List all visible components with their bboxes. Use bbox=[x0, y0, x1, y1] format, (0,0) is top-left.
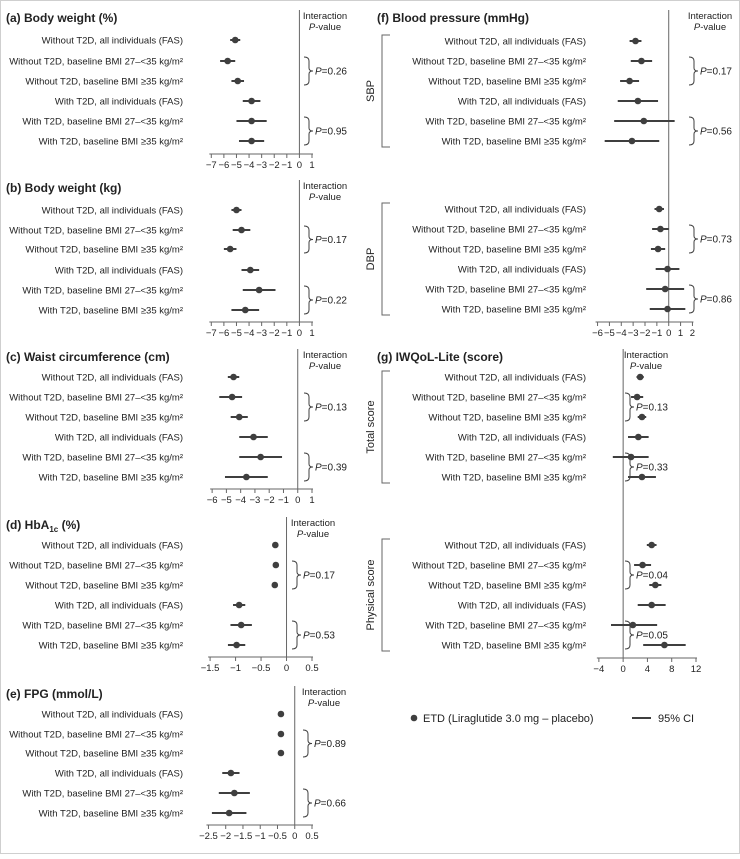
etd-point bbox=[639, 474, 646, 481]
row-label: With T2D, all individuals (FAS) bbox=[54, 432, 183, 444]
x-tick-label: −6 bbox=[206, 495, 218, 506]
etd-point bbox=[278, 711, 285, 718]
x-tick-label: −6 bbox=[218, 160, 230, 171]
etd-point bbox=[635, 98, 642, 105]
x-tick-label: −3 bbox=[249, 495, 261, 506]
interaction-pvalue: P=0.73 bbox=[700, 234, 732, 246]
etd-point bbox=[639, 414, 646, 421]
panel-title: (g) IWQoL-Lite (score) bbox=[377, 350, 503, 364]
row-label: With T2D, all individuals (FAS) bbox=[457, 600, 586, 612]
etd-point bbox=[226, 810, 233, 817]
etd-point bbox=[637, 374, 644, 381]
interaction-pvalue: P=0.13 bbox=[315, 402, 347, 414]
interaction-pvalue: P=0.26 bbox=[315, 66, 347, 78]
x-tick-label: −5 bbox=[231, 328, 242, 339]
etd-point bbox=[256, 287, 263, 294]
interaction-header-line2: P-value bbox=[693, 22, 727, 33]
row-label: Without T2D, baseline BMI ≥35 kg/m² bbox=[25, 748, 183, 760]
etd-point bbox=[242, 307, 249, 314]
row-label: With T2D, all individuals (FAS) bbox=[457, 264, 586, 276]
x-tick-label: −1 bbox=[278, 495, 289, 506]
interaction-header-line1: Interaction bbox=[302, 181, 348, 192]
row-label: Without T2D, baseline BMI ≥35 kg/m² bbox=[25, 76, 183, 88]
etd-point bbox=[656, 206, 663, 213]
row-label: With T2D, all individuals (FAS) bbox=[54, 768, 183, 780]
x-tick-label: −2 bbox=[268, 160, 280, 171]
pvalue-brace bbox=[304, 226, 313, 253]
x-tick-label: −5 bbox=[603, 328, 615, 339]
pvalue-brace bbox=[303, 730, 312, 757]
etd-point bbox=[662, 286, 669, 293]
etd-point bbox=[247, 267, 254, 274]
interaction-pvalue: P=0.22 bbox=[315, 295, 347, 307]
row-label: With T2D, baseline BMI 27–<35 kg/m² bbox=[425, 452, 586, 464]
etd-point bbox=[272, 542, 279, 549]
interaction-pvalue: P=0.56 bbox=[700, 126, 732, 138]
interaction-header-line1: Interaction bbox=[302, 11, 348, 22]
x-tick-label: 8 bbox=[669, 664, 675, 675]
x-tick-label: −1 bbox=[651, 328, 663, 339]
panel-f bbox=[365, 10, 732, 339]
pvalue-brace bbox=[689, 57, 698, 85]
etd-point bbox=[648, 602, 655, 609]
etd-point bbox=[661, 642, 668, 649]
pvalue-brace bbox=[303, 789, 312, 817]
etd-point bbox=[257, 454, 264, 461]
etd-point bbox=[655, 246, 662, 253]
panel-title: (f) Blood pressure (mmHg) bbox=[377, 11, 530, 25]
etd-point bbox=[229, 394, 236, 401]
x-tick-label: −2.5 bbox=[199, 831, 218, 842]
x-tick-label: −4 bbox=[243, 328, 255, 339]
x-tick-label: −4 bbox=[615, 328, 627, 339]
interaction-pvalue: P=0.86 bbox=[700, 294, 732, 306]
pvalue-brace bbox=[689, 225, 698, 253]
etd-point bbox=[238, 227, 245, 234]
panel-c bbox=[6, 349, 347, 506]
row-label: With T2D, baseline BMI 27–<35 kg/m² bbox=[425, 116, 586, 128]
row-label: With T2D, baseline BMI ≥35 kg/m² bbox=[38, 472, 183, 484]
etd-point bbox=[233, 642, 240, 649]
x-tick-label: −1.5 bbox=[233, 831, 253, 842]
pvalue-brace bbox=[292, 621, 301, 649]
x-tick-label: −5 bbox=[231, 160, 242, 171]
x-tick-label: −5 bbox=[220, 495, 232, 506]
etd-point bbox=[652, 582, 659, 589]
x-tick-label: −7 bbox=[205, 328, 217, 339]
x-tick-label: −6 bbox=[218, 328, 230, 339]
etd-point bbox=[278, 750, 285, 757]
etd-point bbox=[224, 58, 231, 65]
row-label: With T2D, baseline BMI ≥35 kg/m² bbox=[441, 640, 586, 652]
interaction-pvalue: P=0.17 bbox=[700, 66, 732, 78]
x-tick-label: −1 bbox=[281, 328, 293, 339]
etd-point bbox=[228, 770, 235, 777]
interaction-pvalue: P=0.89 bbox=[314, 739, 346, 750]
row-label: With T2D, baseline BMI 27–<35 kg/m² bbox=[22, 788, 183, 800]
row-label: Without T2D, baseline BMI ≥35 kg/m² bbox=[428, 412, 586, 424]
row-label: With T2D, all individuals (FAS) bbox=[54, 265, 183, 277]
legend bbox=[411, 713, 694, 725]
etd-point bbox=[278, 731, 285, 738]
row-label: With T2D, baseline BMI ≥35 kg/m² bbox=[441, 304, 586, 316]
row-label: Without T2D, all individuals (FAS) bbox=[41, 35, 183, 47]
etd-point bbox=[664, 266, 671, 273]
row-label: Without T2D, all individuals (FAS) bbox=[41, 540, 183, 552]
row-label: Without T2D, all individuals (FAS) bbox=[41, 372, 183, 384]
x-tick-label: −3 bbox=[627, 328, 639, 339]
pvalue-brace bbox=[304, 117, 313, 145]
x-tick-label: 0 bbox=[296, 328, 303, 339]
group-label: SBP bbox=[365, 79, 377, 103]
x-tick-label: 12 bbox=[690, 664, 702, 675]
x-tick-label: −4 bbox=[593, 664, 605, 675]
x-tick-label: 1 bbox=[677, 328, 684, 339]
interaction-header-line1: Interaction bbox=[623, 350, 669, 361]
row-label: With T2D, all individuals (FAS) bbox=[457, 432, 586, 444]
legend-ci-label: 95% CI bbox=[658, 713, 695, 725]
etd-point bbox=[632, 38, 639, 45]
row-label: Without T2D, baseline BMI 27–<35 kg/m² bbox=[9, 729, 183, 741]
pvalue-brace bbox=[625, 561, 634, 589]
group-bracket bbox=[382, 539, 390, 651]
row-label: Without T2D, baseline BMI ≥35 kg/m² bbox=[25, 244, 183, 256]
row-label: Without T2D, baseline BMI ≥35 kg/m² bbox=[25, 580, 183, 592]
x-tick-label: −0.5 bbox=[251, 663, 271, 674]
row-label: With T2D, baseline BMI ≥35 kg/m² bbox=[441, 472, 586, 484]
row-label: Without T2D, baseline BMI 27–<35 kg/m² bbox=[9, 392, 183, 404]
interaction-pvalue: P=0.17 bbox=[303, 570, 335, 582]
etd-point bbox=[231, 790, 238, 797]
row-label: With T2D, all individuals (FAS) bbox=[54, 96, 183, 108]
etd-point bbox=[630, 622, 637, 629]
row-label: Without T2D, baseline BMI 27–<35 kg/m² bbox=[412, 392, 586, 404]
pvalue-brace bbox=[304, 57, 313, 85]
etd-point bbox=[634, 394, 641, 401]
legend-etd-label: ETD (Liraglutide 3.0 mg – placebo) bbox=[423, 713, 594, 725]
interaction-pvalue: P=0.66 bbox=[314, 798, 346, 810]
x-tick-label: 0.5 bbox=[305, 831, 319, 842]
x-tick-label: 0 bbox=[666, 328, 672, 339]
x-tick-label: 4 bbox=[644, 664, 651, 675]
row-label: Without T2D, all individuals (FAS) bbox=[41, 205, 183, 217]
row-label: With T2D, baseline BMI 27–<35 kg/m² bbox=[22, 620, 183, 632]
etd-point bbox=[272, 582, 279, 589]
group-label: Total score bbox=[365, 400, 377, 454]
row-label: With T2D, baseline BMI ≥35 kg/m² bbox=[38, 808, 183, 820]
x-tick-label: 0 bbox=[295, 495, 301, 506]
interaction-pvalue: P=0.33 bbox=[636, 462, 668, 474]
panel-title: (d) HbA$_{1c}$ (%) bbox=[6, 518, 81, 534]
row-label: Without T2D, all individuals (FAS) bbox=[444, 204, 586, 216]
etd-point bbox=[243, 474, 250, 481]
legend-etd-marker bbox=[411, 715, 418, 722]
panel-a bbox=[6, 10, 347, 171]
etd-point bbox=[232, 37, 239, 44]
pvalue-brace bbox=[689, 285, 698, 313]
x-tick-label: −4 bbox=[243, 160, 255, 171]
x-tick-label: −2 bbox=[268, 328, 280, 339]
row-label: Without T2D, baseline BMI 27–<35 kg/m² bbox=[9, 56, 183, 68]
row-label: Without T2D, baseline BMI 27–<35 kg/m² bbox=[9, 225, 183, 237]
interaction-header-line2: P-value bbox=[629, 361, 663, 372]
row-label: With T2D, baseline BMI ≥35 kg/m² bbox=[441, 136, 586, 148]
x-tick-label: −1 bbox=[230, 663, 241, 674]
x-tick-label: −1 bbox=[254, 831, 266, 842]
etd-point bbox=[657, 226, 664, 233]
interaction-header-line2: P-value bbox=[308, 192, 342, 203]
etd-point bbox=[248, 118, 255, 125]
interaction-header-line1: Interaction bbox=[687, 11, 733, 22]
row-label: Without T2D, baseline BMI ≥35 kg/m² bbox=[428, 244, 586, 256]
row-label: With T2D, baseline BMI ≥35 kg/m² bbox=[38, 305, 183, 317]
panel-title: (b) Body weight (kg) bbox=[6, 181, 122, 195]
etd-point bbox=[248, 138, 255, 145]
etd-point bbox=[641, 118, 648, 125]
pvalue-brace bbox=[304, 453, 313, 481]
interaction-header-line2: P-value bbox=[308, 361, 342, 372]
interaction-pvalue: P=0.13 bbox=[636, 402, 668, 414]
x-tick-label: −7 bbox=[205, 160, 217, 171]
interaction-header-line2: P-value bbox=[308, 22, 342, 33]
interaction-header-line1: Interaction bbox=[302, 350, 348, 361]
row-label: With T2D, baseline BMI 27–<35 kg/m² bbox=[22, 285, 183, 297]
group-label: Physical score bbox=[365, 559, 377, 631]
row-label: With T2D, baseline BMI 27–<35 kg/m² bbox=[22, 452, 183, 464]
etd-point bbox=[664, 306, 671, 313]
row-label: Without T2D, baseline BMI ≥35 kg/m² bbox=[25, 412, 183, 424]
etd-point bbox=[648, 542, 655, 549]
panel-b bbox=[6, 180, 347, 339]
etd-point bbox=[629, 138, 636, 145]
x-tick-label: −1 bbox=[281, 160, 293, 171]
x-tick-label: 0 bbox=[283, 663, 290, 674]
x-tick-label: −2 bbox=[263, 495, 275, 506]
row-label: With T2D, baseline BMI 27–<35 kg/m² bbox=[425, 620, 586, 632]
row-label: With T2D, baseline BMI ≥35 kg/m² bbox=[38, 640, 183, 652]
panel-d bbox=[6, 517, 335, 674]
x-tick-label: 0 bbox=[620, 664, 626, 675]
interaction-header-line1: Interaction bbox=[290, 518, 336, 529]
interaction-pvalue: P=0.05 bbox=[636, 630, 668, 642]
panel-title: (e) FPG (mmol/L) bbox=[6, 687, 103, 701]
x-tick-label: −2 bbox=[639, 328, 651, 339]
x-tick-label: 1 bbox=[309, 328, 315, 339]
x-tick-label: −3 bbox=[256, 328, 268, 339]
interaction-header-line2: P-value bbox=[296, 529, 330, 540]
row-label: With T2D, baseline BMI 27–<35 kg/m² bbox=[22, 116, 183, 128]
panel-e bbox=[6, 686, 346, 842]
x-tick-label: −2 bbox=[220, 831, 232, 842]
panel-title: (c) Waist circumference (cm) bbox=[6, 350, 170, 364]
interaction-pvalue: P=0.53 bbox=[303, 630, 335, 642]
x-tick-label: 1 bbox=[309, 495, 315, 506]
row-label: Without T2D, baseline BMI 27–<35 kg/m² bbox=[412, 224, 586, 236]
panel-g bbox=[365, 349, 701, 675]
etd-point bbox=[227, 246, 234, 253]
row-label: Without T2D, baseline BMI 27–<35 kg/m² bbox=[9, 560, 183, 572]
group-bracket bbox=[382, 203, 390, 315]
x-tick-label: −6 bbox=[592, 328, 603, 339]
x-tick-label: 1 bbox=[309, 160, 315, 171]
x-tick-label: −1.5 bbox=[200, 663, 220, 674]
row-label: Without T2D, baseline BMI ≥35 kg/m² bbox=[428, 76, 586, 88]
etd-point bbox=[233, 207, 240, 214]
row-label: Without T2D, baseline BMI 27–<35 kg/m² bbox=[412, 560, 586, 572]
panel-title: (a) Body weight (%) bbox=[6, 11, 118, 25]
x-tick-label: −0.5 bbox=[268, 831, 287, 842]
etd-point bbox=[250, 434, 257, 441]
pvalue-brace bbox=[292, 561, 301, 589]
etd-point bbox=[236, 602, 243, 609]
etd-point bbox=[230, 374, 237, 381]
row-label: Without T2D, all individuals (FAS) bbox=[444, 540, 586, 552]
row-label: Without T2D, all individuals (FAS) bbox=[444, 372, 586, 384]
x-tick-label: 0 bbox=[292, 831, 298, 842]
etd-point bbox=[234, 78, 241, 85]
x-tick-label: −3 bbox=[256, 160, 268, 171]
group-bracket bbox=[382, 35, 390, 147]
row-label: Without T2D, all individuals (FAS) bbox=[41, 709, 183, 721]
x-tick-label: 0.5 bbox=[305, 663, 319, 674]
interaction-pvalue: P=0.17 bbox=[315, 235, 347, 246]
pvalue-brace bbox=[304, 286, 313, 314]
pvalue-brace bbox=[304, 393, 313, 421]
etd-point bbox=[626, 78, 633, 85]
row-label: Without T2D, baseline BMI 27–<35 kg/m² bbox=[412, 56, 586, 68]
etd-point bbox=[236, 414, 243, 421]
etd-point bbox=[635, 434, 642, 441]
row-label: With T2D, all individuals (FAS) bbox=[54, 600, 183, 612]
x-tick-label: −4 bbox=[235, 495, 247, 506]
etd-point bbox=[273, 562, 280, 569]
x-tick-label: 2 bbox=[689, 328, 696, 339]
interaction-pvalue: P=0.04 bbox=[636, 570, 668, 582]
row-label: Without T2D, baseline BMI ≥35 kg/m² bbox=[428, 580, 586, 592]
group-bracket bbox=[382, 371, 390, 483]
row-label: With T2D, baseline BMI ≥35 kg/m² bbox=[38, 136, 183, 148]
row-label: Without T2D, all individuals (FAS) bbox=[444, 36, 586, 48]
interaction-pvalue: P=0.95 bbox=[315, 126, 347, 138]
interaction-header-line1: Interaction bbox=[301, 687, 347, 698]
interaction-header-line2: P-value bbox=[307, 698, 341, 709]
etd-point bbox=[639, 562, 646, 569]
x-tick-label: 0 bbox=[296, 160, 303, 171]
etd-point bbox=[248, 98, 255, 105]
interaction-pvalue: P=0.39 bbox=[315, 462, 347, 474]
etd-point bbox=[238, 622, 245, 629]
group-label: DBP bbox=[365, 247, 377, 271]
etd-point bbox=[638, 58, 645, 65]
row-label: With T2D, baseline BMI 27–<35 kg/m² bbox=[425, 284, 586, 296]
row-label: With T2D, all individuals (FAS) bbox=[457, 96, 586, 108]
pvalue-brace bbox=[689, 117, 698, 145]
